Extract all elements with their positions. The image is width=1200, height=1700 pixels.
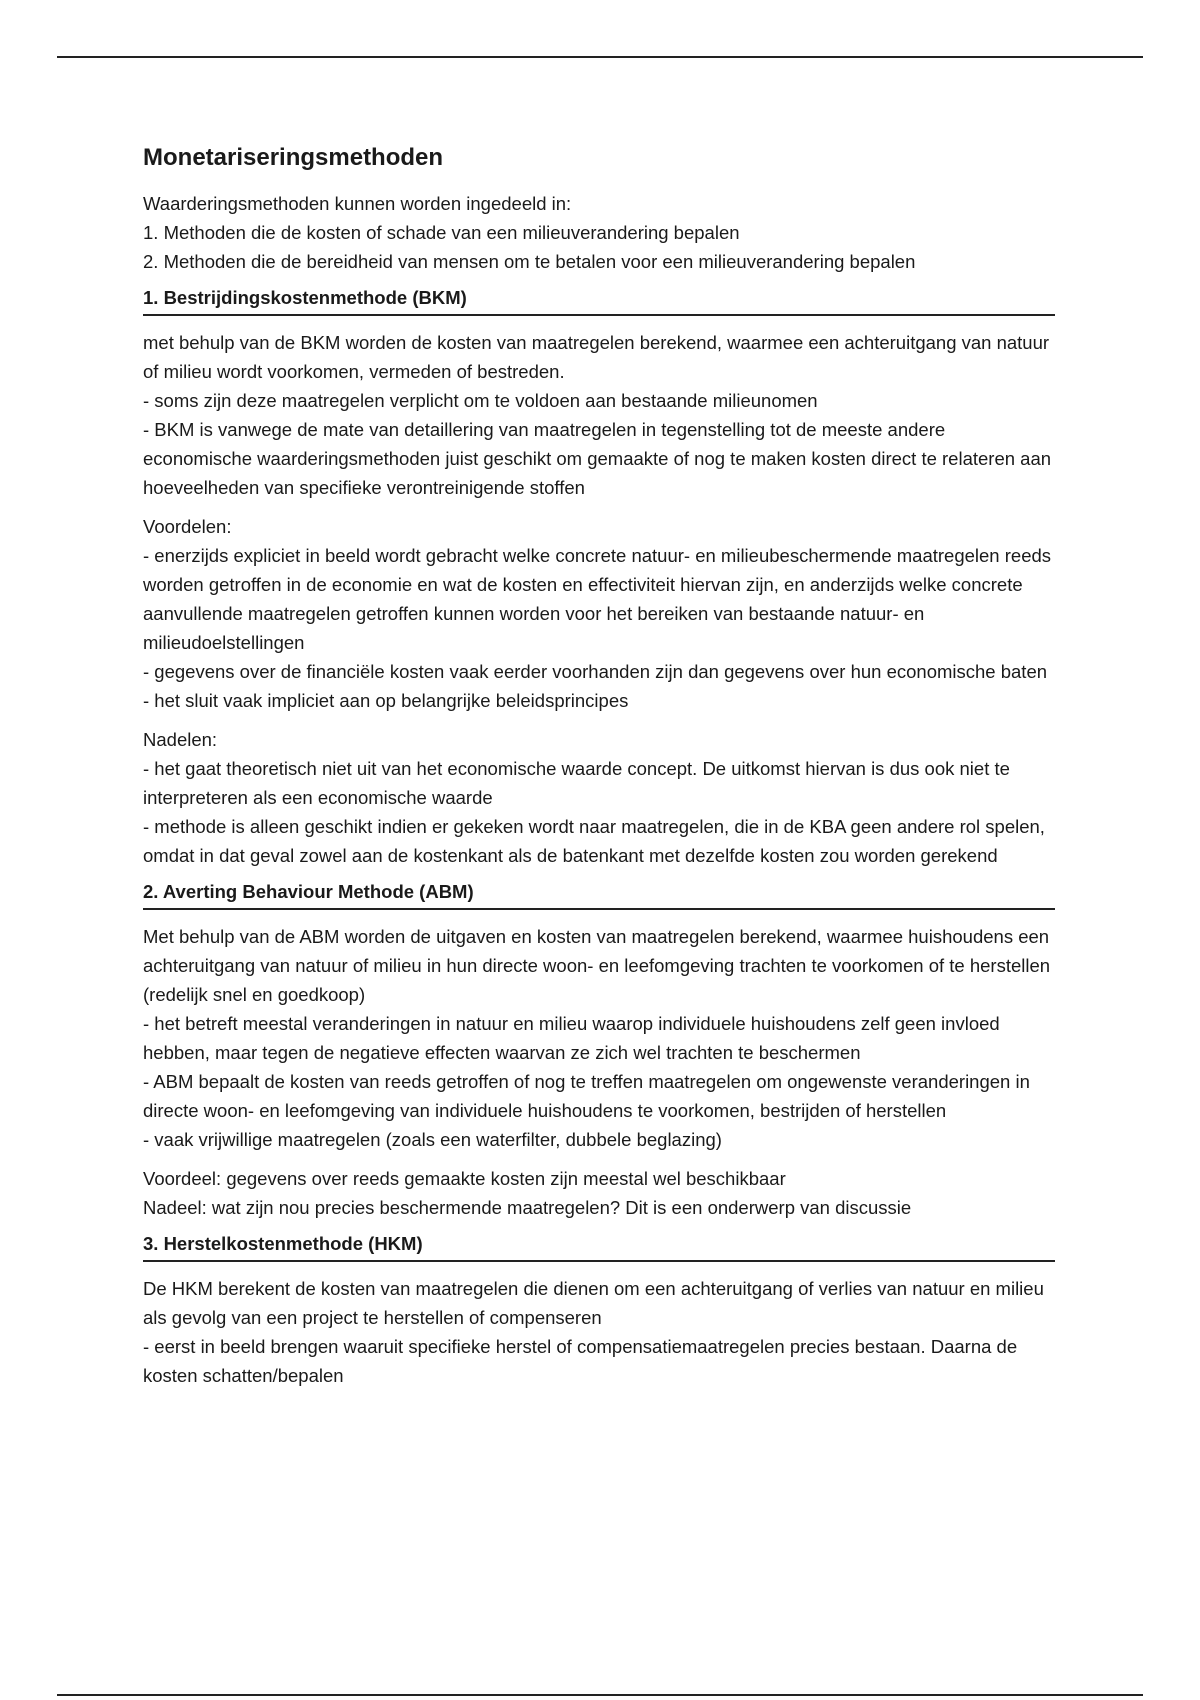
text-line: - ABM bepaalt de kosten van reeds getroffen of nog te treffen maatregelen om ongewenste veranderingen in directe woon- en leefomgeving van individuele huishoudens te voorkomen, bestrijden of herstellen: [143, 1071, 1030, 1122]
page-bottom-rule: [57, 1694, 1143, 1696]
paragraph-nadelen: [143, 725, 1055, 870]
paragraph-voordeel-nadeel: [143, 1164, 1055, 1222]
text-line: Met behulp van de ABM worden de uitgaven en kosten van maatregelen berekend, waarmee huishoudens een achteruitgang van natuur of milieu in hun directe woon- en leefomgeving trachten te voorkomen of te herstellen (redelijk snel en goedkoop): [143, 926, 1051, 1006]
text-line: De HKM berekent de kosten van maatregelen die dienen om een achteruitgang of verlies van natuur en milieu als gevolg van een project te herstellen of compenseren: [143, 1278, 1044, 1329]
text-line: - soms zijn deze maatregelen verplicht om te voldoen aan bestaande milieunomen: [143, 390, 818, 412]
text-line: met behulp van de BKM worden de kosten van maatregelen berekend, waarmee een achteruitgang van natuur of milieu wordt voorkomen, vermeden of bestreden.: [143, 332, 1050, 383]
text-line: Voordelen:: [143, 516, 232, 538]
text-line: - eerst in beeld brengen waaruit specifieke herstel of compensatiemaatregelen precies bestaan. Daarna de kosten schatten/bepalen: [143, 1336, 1018, 1387]
text-line: - enerzijds expliciet in beeld wordt gebracht welke concrete natuur- en milieubeschermende maatregelen reeds worden getroffen in de economie en wat de kosten en effectiviteit hiervan zijn, en anderzijds welke concrete aanvullende maatregelen getroffen kunnen worden voor het bereiken van bestaande natuur- en milieudoelstellingen: [143, 545, 1052, 654]
paragraph-voordelen: [143, 512, 1055, 715]
text-line: Voordeel: gegevens over reeds gemaakte kosten zijn meestal wel beschikbaar: [143, 1168, 786, 1190]
document-body: [143, 142, 1055, 1400]
page-top-rule: [57, 56, 1143, 58]
text-line: - BKM is vanwege de mate van detaillering van maatregelen in tegenstelling tot de meeste andere economische waarderingsmethoden juist geschikt om gemaakte of nog te maken kosten direct te relateren aan hoeveelheden van specifieke verontreinigende stoffen: [143, 419, 1052, 499]
text-line: - methode is alleen geschikt indien er gekeken wordt naar maatregelen, die in de KBA geen andere rol spelen, omdat in dat geval zowel aan de kostenkant als de batenkant met dezelfde kosten zou worden gerekend: [143, 816, 1045, 867]
intro-line: Waarderingsmethoden kunnen worden ingedeeld in:: [143, 193, 572, 215]
section-heading-hkm: 3. Herstelkostenmethode (HKM): [143, 1232, 1055, 1262]
text-line: - het gaat theoretisch niet uit van het economische waarde concept. De uitkomst hiervan is dus ook niet te interpreteren als een economische waarde: [143, 758, 1010, 809]
intro-line: 2. Methoden die de bereidheid van mensen om te betalen voor een milieuverandering bepalen: [143, 251, 916, 273]
text-line: - het betreft meestal veranderingen in natuur en milieu waarop individuele huishoudens zelf geen invloed hebben, maar tegen de negatieve effecten waarvan ze zich wel trachten te beschermen: [143, 1013, 1000, 1064]
text-line: Nadeel: wat zijn nou precies beschermende maatregelen? Dit is een onderwerp van discussie: [143, 1197, 912, 1219]
paragraph: [143, 328, 1055, 502]
section-heading-bkm: 1. Bestrijdingskostenmethode (BKM): [143, 286, 1055, 316]
text-line: - vaak vrijwillige maatregelen (zoals een waterfilter, dubbele beglazing): [143, 1129, 722, 1151]
section-heading-abm: 2. Averting Behaviour Methode (ABM): [143, 880, 1055, 910]
intro-line: 1. Methoden die de kosten of schade van een milieuverandering bepalen: [143, 222, 740, 244]
paragraph: [143, 1274, 1055, 1390]
paragraph: [143, 922, 1055, 1154]
page-title: Monetariseringsmethoden: [143, 144, 444, 171]
text-line: - het sluit vaak impliciet aan op belangrijke beleidsprincipes: [143, 690, 629, 712]
text-line: - gegevens over de financiële kosten vaak eerder voorhanden zijn dan gegevens over hun economische baten: [143, 661, 1048, 683]
text-line: Nadelen:: [143, 729, 218, 751]
intro-paragraph: [143, 189, 1055, 276]
